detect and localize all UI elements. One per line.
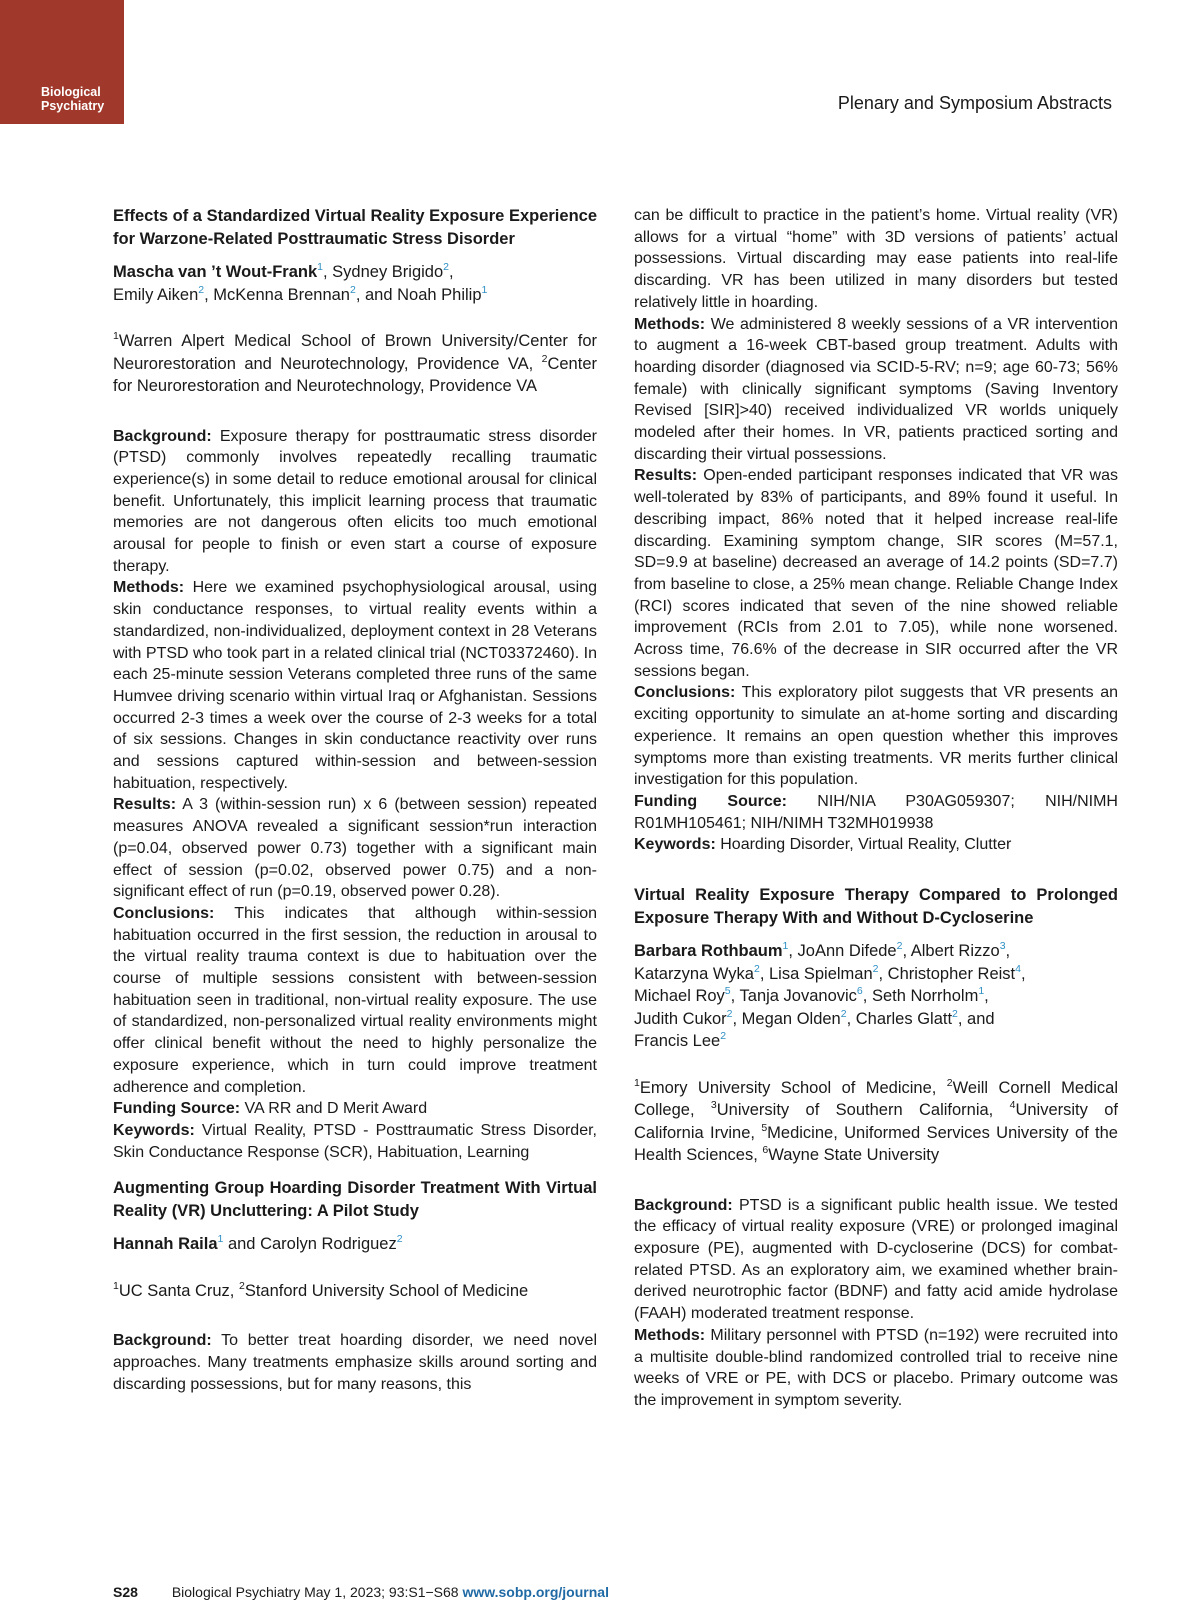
author-affiliation-marker[interactable]: 1: [978, 985, 985, 998]
results-label: Results:: [113, 796, 177, 814]
background-label: Background:: [113, 427, 212, 445]
right-column: [634, 205, 1118, 1412]
page-footer: [113, 1584, 609, 1600]
background-text: Exposure therapy for posttraumatic stress disorder (PTSD) commonly involves repeatedly recalling traumatic experience(s) in some detail to reduce emotional arousal for clinical benefit. Unfortunately, this implicit learning process that traumatic memories are not dangerous often elicits too much emotional arousal for people to finish or even start a course of exposure therapy.: [113, 427, 597, 575]
author-affiliation-marker[interactable]: 5: [724, 985, 731, 998]
author-name: Michael Roy: [634, 987, 725, 1006]
journal-brand-badge: [0, 0, 124, 124]
author-name: Tanja Jovanovic: [739, 987, 857, 1006]
author-name: Charles Glatt: [855, 1009, 953, 1028]
keywords-section: [113, 1120, 597, 1163]
author-name: Christopher Reist: [887, 964, 1016, 983]
keywords-label: Keywords:: [634, 836, 716, 854]
funding-source-label: Funding Source:: [113, 1100, 241, 1118]
abstract3-body: [634, 1195, 1118, 1412]
left-column: [113, 205, 597, 1396]
conclusions-label: Conclusions:: [113, 904, 215, 922]
methods-label: Methods:: [634, 1326, 706, 1344]
affiliation-text: UC Santa Cruz,: [118, 1281, 239, 1300]
abstract2-title: Augmenting Group Hoarding Disorder Treatment With Virtual Reality (VR) Uncluttering: A Pilot Study: [113, 1179, 597, 1220]
affiliation-marker: 1: [113, 1279, 119, 1292]
affiliation-marker: 2: [541, 352, 548, 365]
abstract3-affiliations: [634, 1077, 1118, 1167]
abstract2-authors: Hannah Raila$^1$ and Carolyn Rodriguez$^2$: [113, 1233, 403, 1254]
author-affiliation-marker[interactable]: 1: [217, 1233, 224, 1246]
methods-section: [634, 1325, 1118, 1412]
running-head: Plenary and Symposium Abstracts: [837, 93, 1112, 113]
methods-label: Methods:: [113, 579, 185, 597]
author-affiliation-marker[interactable]: 2: [840, 1007, 847, 1020]
conclusions-label: Conclusions:: [634, 684, 736, 702]
author-affiliation-marker[interactable]: 2: [872, 962, 879, 975]
author-affiliation-marker[interactable]: 2: [198, 283, 205, 296]
author-affiliation-marker[interactable]: 2: [952, 1007, 958, 1020]
funding-source-section: [113, 1098, 597, 1120]
funding-source-label: Funding Source:: [634, 792, 787, 810]
author-name: Francis Lee: [634, 1032, 721, 1051]
keywords-section: [634, 834, 1118, 856]
affiliation-text: Wayne State University: [768, 1146, 940, 1165]
abstract1-authors: Mascha van ’t Wout-Frank$^1$, Sydney Brigido$^2$, Emily Aiken$^2$, McKenna Brennan$^2$, and Noah Philip$^1$: [113, 261, 488, 304]
author-name: Albert Rizzo: [910, 942, 1000, 961]
author-name: Barbara Rothbaum: [634, 942, 783, 961]
affiliation-marker: 5: [761, 1121, 768, 1134]
author-affiliation-marker[interactable]: 1: [782, 940, 789, 953]
funding-source-text: NIH/NIA P30AG059307; NIH/NIMH R01MH105461; NIH/NIMH T32MH019938: [634, 792, 1118, 832]
abstract1-body: [113, 426, 597, 1164]
affiliation-marker: 2: [946, 1076, 953, 1089]
author-affiliation-marker[interactable]: 3: [999, 940, 1006, 953]
author-name: McKenna Brennan: [213, 285, 350, 304]
methods-section: [634, 314, 1118, 466]
conclusions-section: [634, 682, 1118, 791]
author-affiliation-marker[interactable]: 4: [1015, 962, 1021, 975]
author-affiliation-marker[interactable]: 2: [726, 1007, 733, 1020]
funding-source-section: [634, 791, 1118, 834]
background-section: [113, 426, 597, 578]
author-name: Megan Olden: [741, 1009, 841, 1028]
abstract3-title: Virtual Reality Exposure Therapy Compared to Prolonged Exposure Therapy With and Without D-Cycloserine: [634, 886, 1118, 927]
abstract1-affiliations: [113, 330, 597, 398]
background-text: PTSD is a significant public health issue. We tested the efficacy of virtual reality exposure (VRE) or prolonged imaginal exposure (PE), augmented with D-cycloserine (DCS) for combat-related PTSD. As an exploratory aim, we examined whether brain-derived neurotrophic factor (BDNF) and fatty acid amide hydrolase (FAAH) moderated treatment response.: [634, 1196, 1118, 1323]
author-name: JoAnn Difede: [797, 942, 897, 961]
affiliation-marker: 6: [762, 1144, 769, 1157]
author-name: Emily Aiken: [113, 285, 199, 304]
affiliation-text: Stanford University School of Medicine: [244, 1281, 529, 1300]
author-affiliation-marker[interactable]: 2: [720, 1030, 727, 1043]
affiliation-text: University of Southern California,: [716, 1101, 1010, 1120]
conclusions-text: This indicates that although within-session habituation occurred in the first session, the reduction in arousal to the virtual reality trauma context is due to habituation over the course of multiple sessions consistent with between-session habituation seen in traditional, non-virtual reality exposure. The use of standardized, non-personalized virtual reality environments might offer clinical benefit without the need to highly personalize the exposure experience, which in turn could improve treatment adherence and completion.: [113, 904, 597, 1096]
author-affiliation-marker[interactable]: 2: [896, 940, 903, 953]
author-affiliation-marker[interactable]: 2: [753, 962, 760, 975]
affiliation-text: Emory University School of Medicine,: [639, 1078, 947, 1097]
author-affiliation-marker[interactable]: 1: [317, 261, 323, 273]
affiliation-marker: 1: [113, 330, 119, 342]
conclusions-text: This exploratory pilot suggests that VR presents an exciting opportunity to simulate an at-home sorting and discarding experience. It remains an open question whether this improves symptoms more than existing treatments. VR merits further clinical investigation for this population.: [634, 684, 1118, 789]
results-section: [634, 465, 1118, 682]
affiliation-text: Medicine, Uniformed Services University of the Health Sciences,: [634, 1123, 1118, 1165]
methods-text: Military personnel with PTSD (n=192) were recruited into a multisite double-blind randomized controlled trial to receive nine weeks of VRE or PE, with DCS or placebo. Primary outcome was the improvement in symptom severity.: [634, 1326, 1118, 1409]
background-label: Background:: [634, 1196, 733, 1214]
author-affiliation-marker[interactable]: 6: [856, 985, 863, 998]
results-label: Results:: [634, 467, 698, 485]
affiliation-marker: 1: [634, 1076, 640, 1089]
author-name: Noah Philip: [397, 285, 482, 304]
author-affiliation-marker[interactable]: 1: [481, 283, 488, 296]
results-section: [113, 794, 597, 903]
author-name: Sydney Brigido: [332, 263, 444, 281]
author-affiliation-marker[interactable]: 2: [349, 283, 356, 296]
affiliation-marker: 4: [1009, 1099, 1016, 1112]
author-affiliation-marker[interactable]: 2: [396, 1233, 403, 1246]
author-name: Seth Norrholm: [871, 987, 979, 1006]
abstract2-background-continued: can be difficult to practice in the patient’s home. Virtual reality (VR) allows for a virtual “home” with 3D versions of patients’ actual possessions. Virtual discarding may ease patients into real-life discarding. VR has been utilized in many disorders but tested relatively little in hoarding.: [634, 207, 1118, 311]
affiliation-text: Weill Cornell Medical College,: [634, 1078, 1118, 1120]
author-name: Carolyn Rodriguez: [260, 1235, 397, 1254]
affiliation-text: University of California Irvine,: [634, 1101, 1118, 1142]
methods-text: We administered 8 weekly sessions of a VR intervention to augment a 16-week CBT-based group treatment. Adults with hoarding disorder (diagnosed via SCID-5-RV; n=9; age 60-73; 56% female) with clinically significant symptoms (Saving Inventory Revised [SIR]>40) received individualized VR worlds uniquely modeled after their homes. In VR, patients practiced sorting and discarding their virtual possessions.: [634, 315, 1118, 463]
author-name: Hannah Raila: [113, 1235, 218, 1254]
citation: Biological Psychiatry May 1, 2023; 93:S1−S68: [171, 1584, 463, 1600]
background-section: [634, 1195, 1118, 1325]
methods-section: [113, 577, 597, 794]
affiliation-text: Center for Neurorestoration and Neurotechnology, Providence VA: [113, 354, 597, 395]
author-name: Lisa Spielman: [769, 964, 873, 983]
methods-label: Methods:: [634, 315, 706, 333]
affiliation-marker: 2: [238, 1279, 245, 1292]
keywords-text: Hoarding Disorder, Virtual Reality, Clutter: [715, 836, 1012, 854]
keywords-text: Virtual Reality, PTSD - Posttraumatic Stress Disorder, Skin Conductance Response (SCR), Habituation, Learning: [113, 1122, 597, 1161]
funding-source-text: VA RR and D Merit Award: [240, 1100, 428, 1118]
affiliation-text: Warren Alpert Medical School of Brown University/Center for Neurorestoration and Neurotechnology, Providence VA,: [113, 332, 597, 373]
keywords-label: Keywords:: [113, 1122, 195, 1139]
page-number: S28: [113, 1584, 138, 1600]
abstract1-title: Effects of a Standardized Virtual Reality Exposure Experience for Warzone-Related Posttraumatic Stress Disorder: [113, 207, 597, 248]
author-affiliation-marker[interactable]: 2: [443, 261, 449, 273]
author-name: Judith Cukor: [634, 1009, 727, 1028]
journal-brand-logo: Biological Psychiatry: [41, 85, 105, 113]
affiliation-marker: 3: [710, 1099, 717, 1112]
journal-link[interactable]: www.sobp.org/journal: [462, 1584, 609, 1600]
conclusions-section: [113, 903, 597, 1098]
author-name: Mascha van ’t Wout-Frank: [113, 263, 318, 281]
results-text: A 3 (within-session run) x 6 (between session) repeated measures ANOVA revealed a significant session*run interaction (p=0.04, observed power 0.73) together with a significant main effect of session (p=0.02, observed power 0.75) and a non-significant effect of run (p=0.19, observed power 0.28).: [113, 796, 597, 901]
methods-text: Here we examined psychophysiological arousal, using skin conductance responses, to virtual reality events within a standardized, non-individualized, deployment context in 28 Veterans with PTSD who took part in a related clinical trial (NCT03372460). In each 25-minute session Veterans completed three runs of the same Humvee driving scenario within virtual Iraq or Afghanistan. Sessions occurred 2-3 times a week over the course of 2-3 weeks for a total of six sessions. Changes in skin conductance reactivity over runs and sessions captured within-session and between-session habituation, respectively.: [113, 579, 597, 792]
results-text: Open-ended participant responses indicated that VR was well-tolerated by 83% of participants, and 89% found it useful. In describing impact, 86% noted that it helped increase real-life discarding. Examining symptom change, SIR scores (M=57.1, SD=9.9 at baseline) decreased an average of 14.2 points (SD=7.7) from baseline to close, a 25% mean change. Reliable Change Index (RCI) scores indicated that seven of the nine showed reliable improvement (RCIs from 2.01 to 7.05), while none worsened. Across time, 76.6% of the decrease in SIR occurred after the VR sessions began.: [634, 467, 1118, 680]
author-name: Katarzyna Wyka: [634, 964, 754, 983]
abstract2-body: [634, 314, 1118, 857]
abstract2-affiliations: [113, 1280, 597, 1303]
abstract3-authors: Barbara Rothbaum$^1$, JoAnn Difede$^2$, Albert Rizzo$^3$, Katarzyna Wyka$^2$, Lisa Spielman$^2$, Christopher Reist$^4$, Michael Roy$^5$, Tanja Jovanovic$^6$, Seth Norrholm$^1$, Judith Cukor$^2$, Megan Olden$^2$, Charles Glatt$^2$, and Francis Lee$^2$: [634, 940, 1026, 1051]
abstract2-background: Background: To better treat hoarding disorder, we need novel approaches. Many treatments emphasize skills around sorting and discarding possessions, but for many reasons, this: [113, 1332, 597, 1393]
